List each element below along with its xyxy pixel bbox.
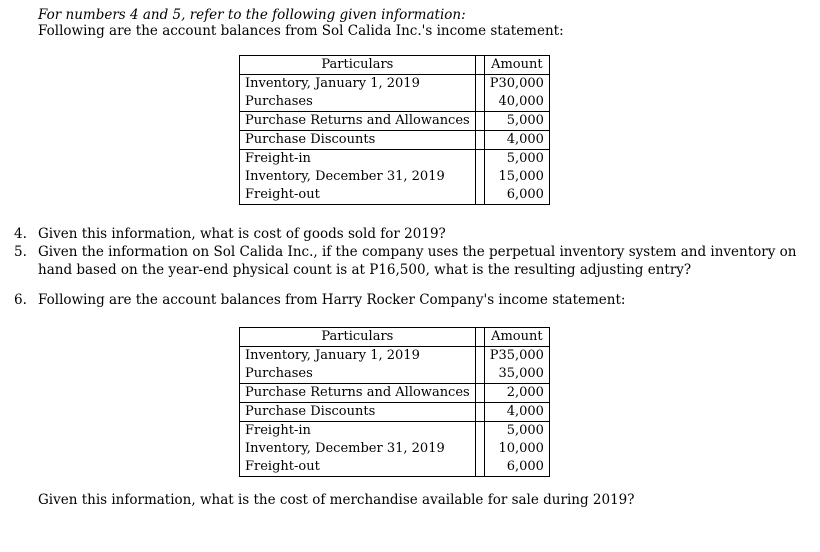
table-row: [240, 186, 550, 205]
particular-cell: Freight-out: [240, 458, 476, 477]
particular-cell: Inventory, December 31, 2019: [240, 168, 476, 186]
table-row: [240, 93, 550, 112]
intro-line: Following are the account balances from Sol Calida Inc.'s income statement:: [38, 23, 564, 39]
amount-cell: 5,000: [484, 112, 549, 131]
amount-cell: 15,000: [484, 168, 549, 186]
table-row: [240, 440, 550, 458]
particular-cell: Freight-in: [240, 422, 476, 441]
particular-cell: Purchase Returns and Allowances: [240, 384, 476, 403]
table-row: [240, 112, 550, 131]
question-number: 6.: [14, 292, 27, 308]
particular-cell: Inventory, December 31, 2019: [240, 440, 476, 458]
particular-cell: Inventory, January 1, 2019: [240, 75, 476, 94]
question-text: Following are the account balances from Harry Rocker Company's income statement:: [38, 292, 626, 308]
question-text: Given this information, what is cost of goods sold for 2019?: [38, 226, 446, 242]
intro-heading: For numbers 4 and 5, refer to the following given information:: [38, 7, 466, 23]
amount-cell: 5,000: [484, 150, 549, 169]
amount-cell: 6,000: [484, 186, 549, 205]
question-text: Given the information on Sol Calida Inc., if the company uses the perpetual inventory system and inventory on hand based on the year-end physical count is at P16,500, what is the resulting adjusting entry?: [38, 244, 797, 278]
amount-cell: 2,000: [484, 384, 549, 403]
particular-cell: Freight-out: [240, 186, 476, 205]
amount-cell: P30,000: [484, 75, 549, 94]
question-number: 5.: [14, 244, 27, 260]
amount-cell: 6,000: [484, 458, 549, 477]
particular-cell: Purchase Discounts: [240, 131, 476, 150]
particular-cell: Purchase Returns and Allowances: [240, 112, 476, 131]
table-row: [240, 75, 550, 94]
account-balances-table-harry-rocker: [239, 327, 550, 477]
amount-header: Amount: [484, 328, 549, 347]
table-row: [240, 168, 550, 186]
table-row: [240, 458, 550, 477]
table-row: [240, 403, 550, 422]
particular-cell: Purchase Discounts: [240, 403, 476, 422]
table-row: [240, 131, 550, 150]
particular-cell: Freight-in: [240, 150, 476, 169]
account-balances-table-sol-calida: [239, 55, 550, 205]
amount-cell: 5,000: [484, 422, 549, 441]
amount-cell: 4,000: [484, 403, 549, 422]
table-row: [240, 347, 550, 366]
final-question: Given this information, what is the cost of merchandise available for sale during 2019?: [38, 492, 635, 508]
amount-cell: 4,000: [484, 131, 549, 150]
question-number: 4.: [14, 226, 27, 242]
amount-header: Amount: [484, 56, 549, 75]
table-row: [240, 422, 550, 441]
table-row: [240, 384, 550, 403]
particular-cell: Purchases: [240, 93, 476, 112]
particular-cell: Purchases: [240, 365, 476, 384]
amount-cell: 35,000: [484, 365, 549, 384]
particulars-header: Particulars: [240, 56, 476, 75]
table-row: [240, 365, 550, 384]
table-row: [240, 150, 550, 169]
amount-cell: 10,000: [484, 440, 549, 458]
particulars-header: Particulars: [240, 328, 476, 347]
particular-cell: Inventory, January 1, 2019: [240, 347, 476, 366]
amount-cell: P35,000: [484, 347, 549, 366]
amount-cell: 40,000: [484, 93, 549, 112]
